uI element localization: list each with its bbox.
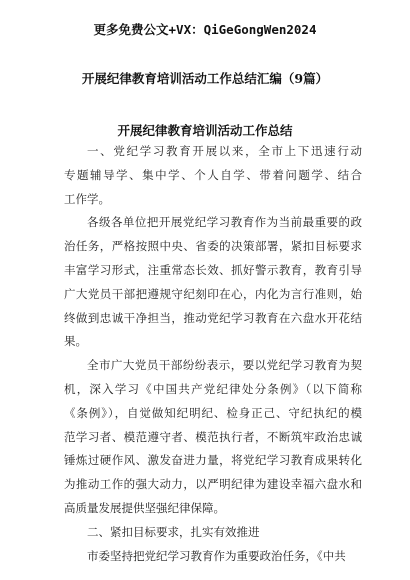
paragraph-line: 为推动工作的强大动力，以严明纪律为建设幸福六盘水和 (64, 477, 362, 492)
promo-banner: 更多免费公文+VX：QiGeGongWen2024 (93, 22, 317, 37)
paragraph-line: 果。 (64, 334, 87, 349)
paragraph-line: 治任务，严格按照中央、省委的决策部署，紧扣目标要求 (64, 239, 362, 254)
paragraph-line: 各级各单位把开展党纪学习教育作为当前最重要的政 (87, 215, 362, 230)
paragraph-line: 市委坚持把党纪学习教育作为重要政治任务，《中共 (87, 548, 346, 563)
paragraph-line: 工作学。 (64, 191, 110, 206)
paragraph-line: 范学习者、模范遵守者、模范执行者，不断筑牢政治忠诚 (64, 429, 362, 444)
paragraph-line: 一、党纪学习教育开展以来，全市上下迅速行动 (87, 144, 362, 158)
paragraph-line: 高质量发展提供坚强纪律保障。 (64, 500, 225, 515)
paragraph-line: 锤炼过硬作风、激发奋进力量，将党纪学习教育成果转化 (64, 453, 362, 468)
paragraph (64, 521, 362, 545)
document-body (64, 140, 362, 568)
paragraph (64, 354, 362, 521)
paragraph (64, 140, 362, 211)
paragraph-line: 终做到忠诚干净担当，推动党纪学习教育在六盘水开花结 (64, 310, 362, 325)
document-title: 开展纪律教育培训活动工作总结汇编（9篇） (81, 71, 329, 86)
section-title: 开展纪律教育培训活动工作总结 (117, 123, 293, 138)
paragraph-line: 丰富学习形式，注重常态长效、抓好警示教育，教育引导 (64, 262, 362, 277)
paragraph-line: 全市广大党员干部纷纷表示，要以党纪学习教育为契 (87, 358, 362, 373)
paragraph-line: 专题辅导学、集中学、个人自学、带着问题学、结合 (64, 167, 362, 182)
paragraph (64, 545, 362, 569)
paragraph (64, 211, 362, 354)
paragraph-line: 二、紧扣目标要求，扎实有效推进 (87, 524, 260, 539)
paragraph-line: 机，深入学习《中国共产党纪律处分条例》（以下简称 (64, 381, 362, 396)
paragraph-line: 广大党员干部把遵规守纪刻印在心，内化为言行准则，始 (64, 286, 362, 301)
paragraph-line: 《条例》），自觉做知纪明纪、检身正己、守纪执纪的模 (64, 405, 362, 420)
